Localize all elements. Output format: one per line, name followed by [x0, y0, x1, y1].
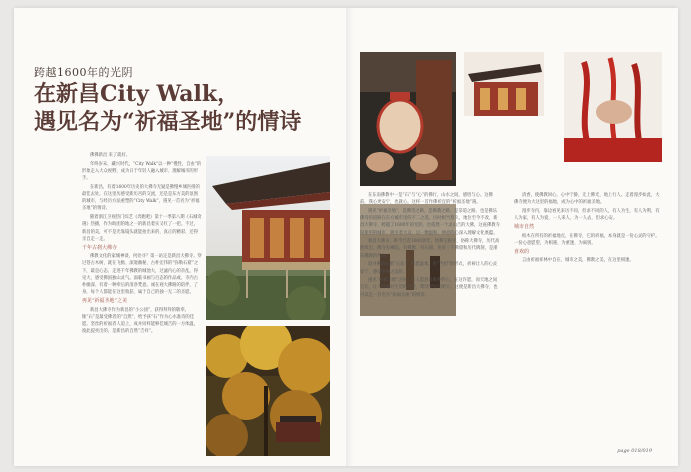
text-column-1	[82, 152, 202, 337]
article-kicker: 跨越1600年的光阴	[34, 66, 133, 79]
headline-line-1: 在新昌City Walk，	[34, 81, 240, 107]
paragraph: 新昌大佛寺，距今已有1600余年，始称宝相寺，俗称大佛寺，历代高僧辈出，佛寺有禅院、有佛像、有石刻、也有三千佛窟和历代碑刻，是浙东佛教的代表。	[360, 239, 500, 259]
red-ribbon-hands-photo	[564, 52, 662, 162]
article-headline	[34, 80, 354, 136]
section-heading: 再见“祈福圣地”之美	[82, 298, 128, 305]
paragraph: 言由祈福祥林中自在，城市之美，佛教之美，在这里相逢。	[522, 258, 634, 264]
temple-pavilion-photo	[206, 156, 330, 320]
section-heading: 城市自然	[514, 224, 535, 231]
paragraph: 漫步寺内，靠边看见来历不同，但求不同的人，有人为生，有人为利，有人为家，有人为爱，一人来人，为一人去，但求心安。	[514, 208, 660, 222]
paragraph: 新昌大佛寺作为新昌的“小公园”，获得拜拜的敬奉。锥“石”是最受佛者的“自然”，给予孩“石”作为心水准诗的佳愿。坚丝的祈福者人追上，成并同样能够佳城吉的一方体温，彼此提亮出的，是新昌的自然“吉祥”。	[82, 307, 199, 335]
ginkgo-temple-photo	[206, 326, 330, 456]
section-heading: 千年古刹大佛寺	[82, 244, 118, 251]
paragraph: 佛教文化的家城神谈，何处寻？第一站定是新昌大佛寺。穿过苍古木树，就在飞檐、深邃幽秘，古朴宏伟的“弥勒石窟”之下，最是心态，走进千年佛教的城池大，过滤内心的杂乱，得见大，感受佛国独山灵气。面临书画与百态的作品或，寺内古朴幽深、有着一种奉后的清净梵意。诚在观大佛路的陪伴，了身，每个人都能在这里收获，属于自己的独一无二的圣愿。	[82, 254, 202, 296]
page-gutter	[346, 8, 354, 466]
paragraph: 追寻佛的心思“心法”，祈愿温柔，用“当初”的形式，祈祷让人的心灵安宁，感受世界之美好。	[360, 262, 498, 275]
headline-line-2: 遇见名为“祈福圣地”的情诗	[34, 109, 302, 135]
text-column-3	[514, 192, 662, 266]
lantern-hands-photo	[360, 52, 456, 186]
paragraph: 随着浙江卫视热门综艺《奔跑吧》第十一季第八期《石城奇遇》热播，作为助团的地之一的新昌着实又红了一把。不过，新昌的美，可不是光靠镜头就能拍出来的，真正的精彩，还得亲自走一走。	[82, 215, 202, 242]
bell-tower-photo	[464, 52, 544, 116]
lantern-hands-image	[360, 52, 456, 186]
paragraph: 清香，使佛教回心，心中宁静，无上佛光，地上行人。走着漫步如此，大佛寺便为大这里的福地，成为心中的祈福圣地。	[514, 193, 660, 206]
page-folio: page 018/019	[617, 448, 652, 454]
red-ribbon-hands-image	[564, 52, 662, 162]
ginkgo-temple-image	[206, 326, 330, 456]
magazine-spread	[14, 8, 678, 466]
paragraph: 遇见“祈福圣地”，是佛诗之路，是佛教之路，是茶道之路，也是佛乐佛诗的道路在东方城市里的不二之选。历时相当悠久，地位至今不改，新昌大佛寺，跨越了1600年的光阴，也依然一个灵山吉的大佛，这座佛教寺院使用的城市，吸引着大众，以一颗温和、禅意的心深入理解文化底蕴。	[360, 208, 500, 236]
paragraph: 在新昌，有着1600年历史的大佛寺无疑是佛慢乡城医排的最佳去处。在这里历感受新历宫的交流，还是是东方美的氛围的城市，与经历方法重塑的“City Walk”，遇见一首名为“祈福圣地”的情诗。	[82, 184, 200, 212]
temple-pavilion-image	[206, 156, 330, 320]
text-column-2	[360, 192, 500, 300]
paragraph: 纸木在所有的祈福地点，在佛寺，它的祈福，本身就是一份心灵的守护。一份心意愿望，为相遇、为重逢、为离别。	[514, 233, 660, 246]
paragraph: 遇见“祈福圣地”之际，有人愿意以素朴的心，在这许愿，而天地之间自在，让人怀着对生活的热爱，期待更好的明天。这便是新昌大佛寺，也可以是一首名为“祈福圣地”的情诗。	[360, 278, 498, 298]
section-heading: 喜欢的	[514, 248, 530, 255]
paragraph: 年终岁末，藏兴时代，“City Walk”以一种“慢性、自由”的形象走入大众视野，成为日于年轻人融入城市、理解城市的形手。	[82, 161, 202, 182]
bell-tower-image	[464, 52, 544, 116]
paragraph: 在东南佛教中一是“石”与“心”的佛行，山水之间，感悟与心。这佛前，我心更安宁，也就心。这样一首作佛祈宜的“祈福圣地”遇。	[360, 193, 493, 206]
paragraph: 佛佛新昌 来了就好。	[90, 153, 131, 158]
